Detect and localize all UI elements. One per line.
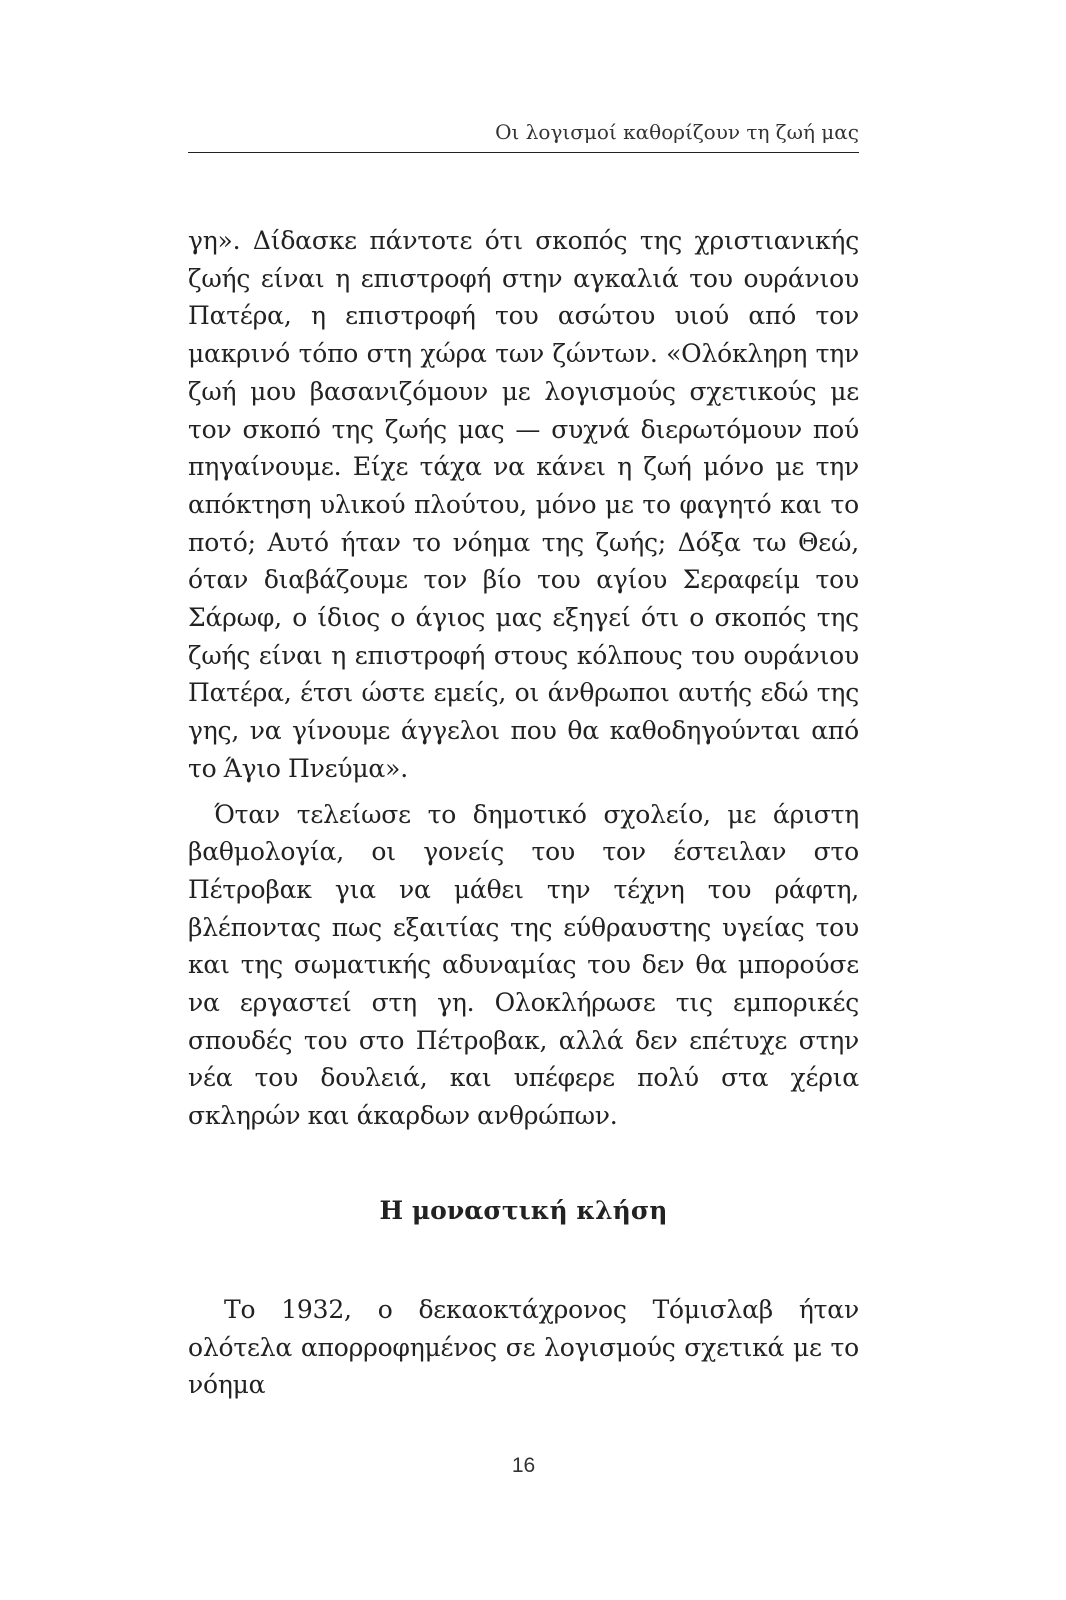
page-number: 16 <box>511 1454 536 1477</box>
body-paragraph-2: Όταν τελείωσε το δημοτικό σχολείο, με άριστη βαθμολογία, οι γονείς του τον έστειλαν στο Πέτροβακ για να μάθει την τέχνη του ράφτη, βλέποντας πως εξαιτίας της εύθραυστης υγείας του και της σωματικής αδυναμίας του δεν θα μπορούσε να εργαστεί στη γη. Ολοκλήρωσε τις εμπορικές σπουδές του στο Πέτροβακ, αλλά δεν επέτυχε στην νέα του δουλειά, και υπέφερε πολύ στα χέρια σκληρών και άκαρδων ανθρώπων. <box>188 799 859 1131</box>
section-heading: Η μοναστική κλήση <box>379 1196 668 1225</box>
body-text <box>188 222 859 1135</box>
section-paragraph-1: Το 1932, ο δεκαοκτάχρονος Τόμισλαβ ήταν ολότελα απορροφημένος σε λογισμούς σχετικά με το νόημα <box>188 1295 859 1400</box>
body-paragraph-1: γη». Δίδασκε πάντοτε ότι σκοπός της χριστιανικής ζωής είναι η επιστροφή στην αγκαλιά του ουράνιου Πατέρα, η επιστροφή του ασώτου υιού από τον μακρινό τόπο στη χώρα των ζώντων. «Ολόκληρη την ζωή μου βασανιζόμουν με λογισμούς σχετικούς με τον σκοπό της ζωής μας — συχνά διερωτόμουν πού πηγαίνουμε. Είχε τάχα να κάνει η ζωή μόνο με την απόκτηση υλικού πλούτου, μόνο με το φαγητό και το ποτό; Αυτό ήταν το νόημα της ζωής; Δόξα τω Θεώ, όταν διαβάζουμε τον βίο του αγίου Σεραφείμ του Σάρωφ, ο ίδιος ο άγιος μας εξηγεί ότι ο σκοπός της ζωής είναι η επιστροφή στους κόλπους του ουράνιου Πατέρα, έτσι ώστε εμείς, οι άνθρωποι αυτής εδώ της γης, να γίνουμε άγγελοι που θα καθοδηγούνται από το Άγιο Πνεύμα». <box>188 226 859 783</box>
header-rule <box>188 152 859 153</box>
running-header: Οι λογισμοί καθορίζουν τη ζωή μας <box>495 120 859 144</box>
